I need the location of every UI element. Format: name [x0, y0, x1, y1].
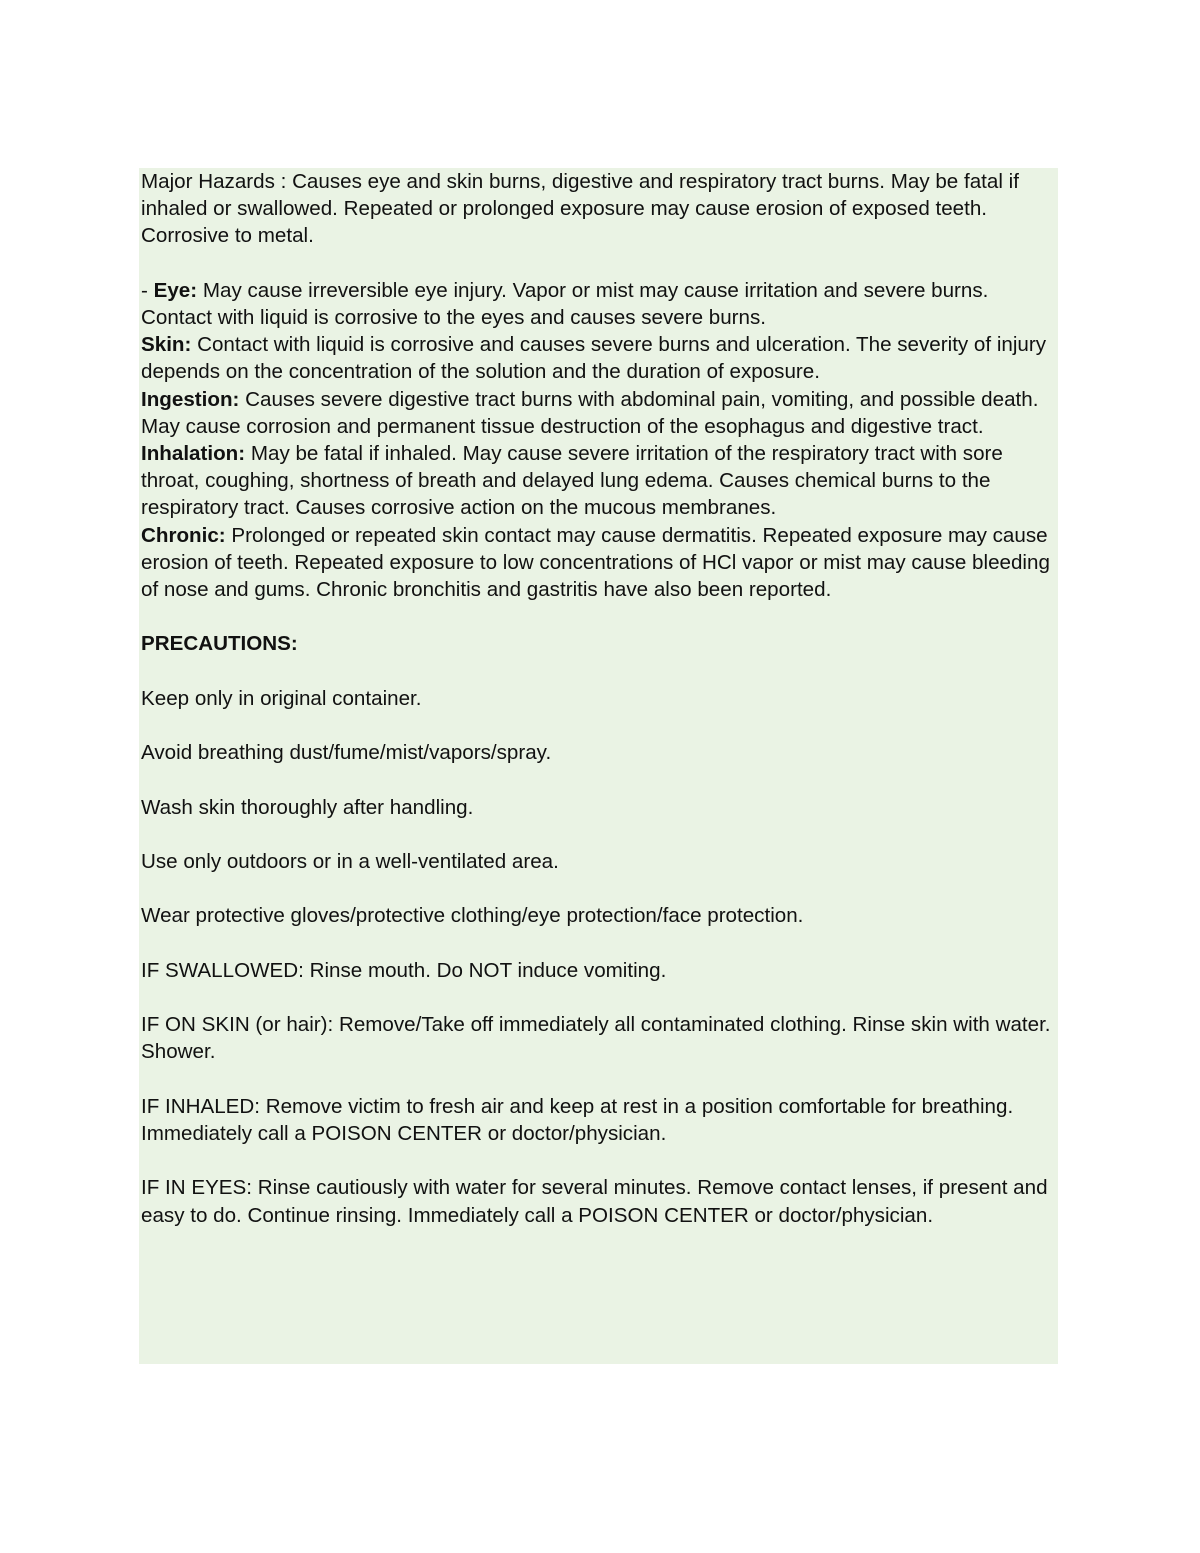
spacer [141, 250, 1058, 277]
skin-label: Skin: [141, 333, 192, 357]
skin-text: Contact with liquid is corrosive and causes severe burns and ulceration. The severity of injury depends on the concentration of the solution and the duration of exposure. [141, 333, 1047, 384]
ingestion-text: Causes severe digestive tract burns with abdominal pain, vomiting, and possible death. May cause corrosion and permanent tissue destruction of the esophagus and digestive tract. [141, 387, 1039, 438]
chronic-label: Chronic: [141, 523, 226, 547]
spacer [141, 984, 1058, 1011]
inhalation-label: Inhalation: [141, 442, 246, 466]
chronic-hazard-paragraph [141, 522, 1058, 604]
spacer [141, 712, 1058, 739]
precaution-item: IF ON SKIN (or hair): Remove/Take off immediately all contaminated clothing. Rinse skin with water. Shower. [141, 1013, 1051, 1064]
precaution-item: IF INHALED: Remove victim to fresh air and keep at rest in a position comfortable for breathing. Immediately call a POISON CENTER or doctor/physician. [141, 1094, 1014, 1145]
spacer [141, 1147, 1058, 1174]
spacer [141, 766, 1058, 793]
spacer [141, 1066, 1058, 1093]
eye-prefix: - [141, 278, 154, 302]
precaution-item: Avoid breathing dust/fume/mist/vapors/spray. [141, 741, 552, 765]
skin-hazard-paragraph [141, 331, 1058, 385]
precaution-item: IF SWALLOWED: Rinse mouth. Do NOT induce vomiting. [141, 958, 667, 982]
precaution-item: IF IN EYES: Rinse cautiously with water for several minutes. Remove contact lenses, if present and easy to do. Continue rinsing. Immediately call a POISON CENTER or doctor/physician. [141, 1176, 1048, 1227]
spacer [141, 821, 1058, 848]
precautions-heading: PRECAUTIONS: [141, 632, 298, 656]
precaution-item: Wear protective gloves/protective clothing/eye protection/face protection. [141, 904, 804, 928]
ingestion-label: Ingestion: [141, 387, 240, 411]
precaution-item: Wash skin thoroughly after handling. [141, 795, 474, 819]
major-hazards-paragraph: Major Hazards : Causes eye and skin burns, digestive and respiratory tract burns. May be fatal if inhaled or swallowed. Repeated or prolonged exposure may cause erosion of exposed teeth. Corrosive to metal. [141, 170, 1019, 248]
spacer [141, 658, 1058, 685]
spacer [141, 875, 1058, 902]
inhalation-hazard-paragraph [141, 440, 1058, 522]
document-content [139, 168, 1058, 1364]
inhalation-text: May be fatal if inhaled. May cause severe irritation of the respiratory tract with sore throat, coughing, shortness of breath and delayed lung edema. Causes chemical burns to the respiratory tract. Causes corrosive action on the mucous membranes. [141, 442, 1003, 520]
eye-label: Eye: [153, 278, 198, 302]
eye-text: May cause irreversible eye injury. Vapor or mist may cause irritation and severe burns. Contact with liquid is corrosive to the eyes and causes severe burns. [141, 278, 989, 329]
spacer [141, 603, 1058, 630]
precaution-item: Use only outdoors or in a well-ventilated area. [141, 849, 559, 873]
precaution-item: Keep only in original container. [141, 686, 422, 710]
eye-hazard-paragraph [141, 277, 1058, 331]
spacer [141, 930, 1058, 957]
ingestion-hazard-paragraph [141, 386, 1058, 440]
chronic-text: Prolonged or repeated skin contact may cause dermatitis. Repeated exposure may cause erosion of teeth. Repeated exposure to low concentrations of HCl vapor or mist may cause bleeding of nose and gums. Chronic bronchitis and gastritis have also been reported. [141, 523, 1050, 602]
